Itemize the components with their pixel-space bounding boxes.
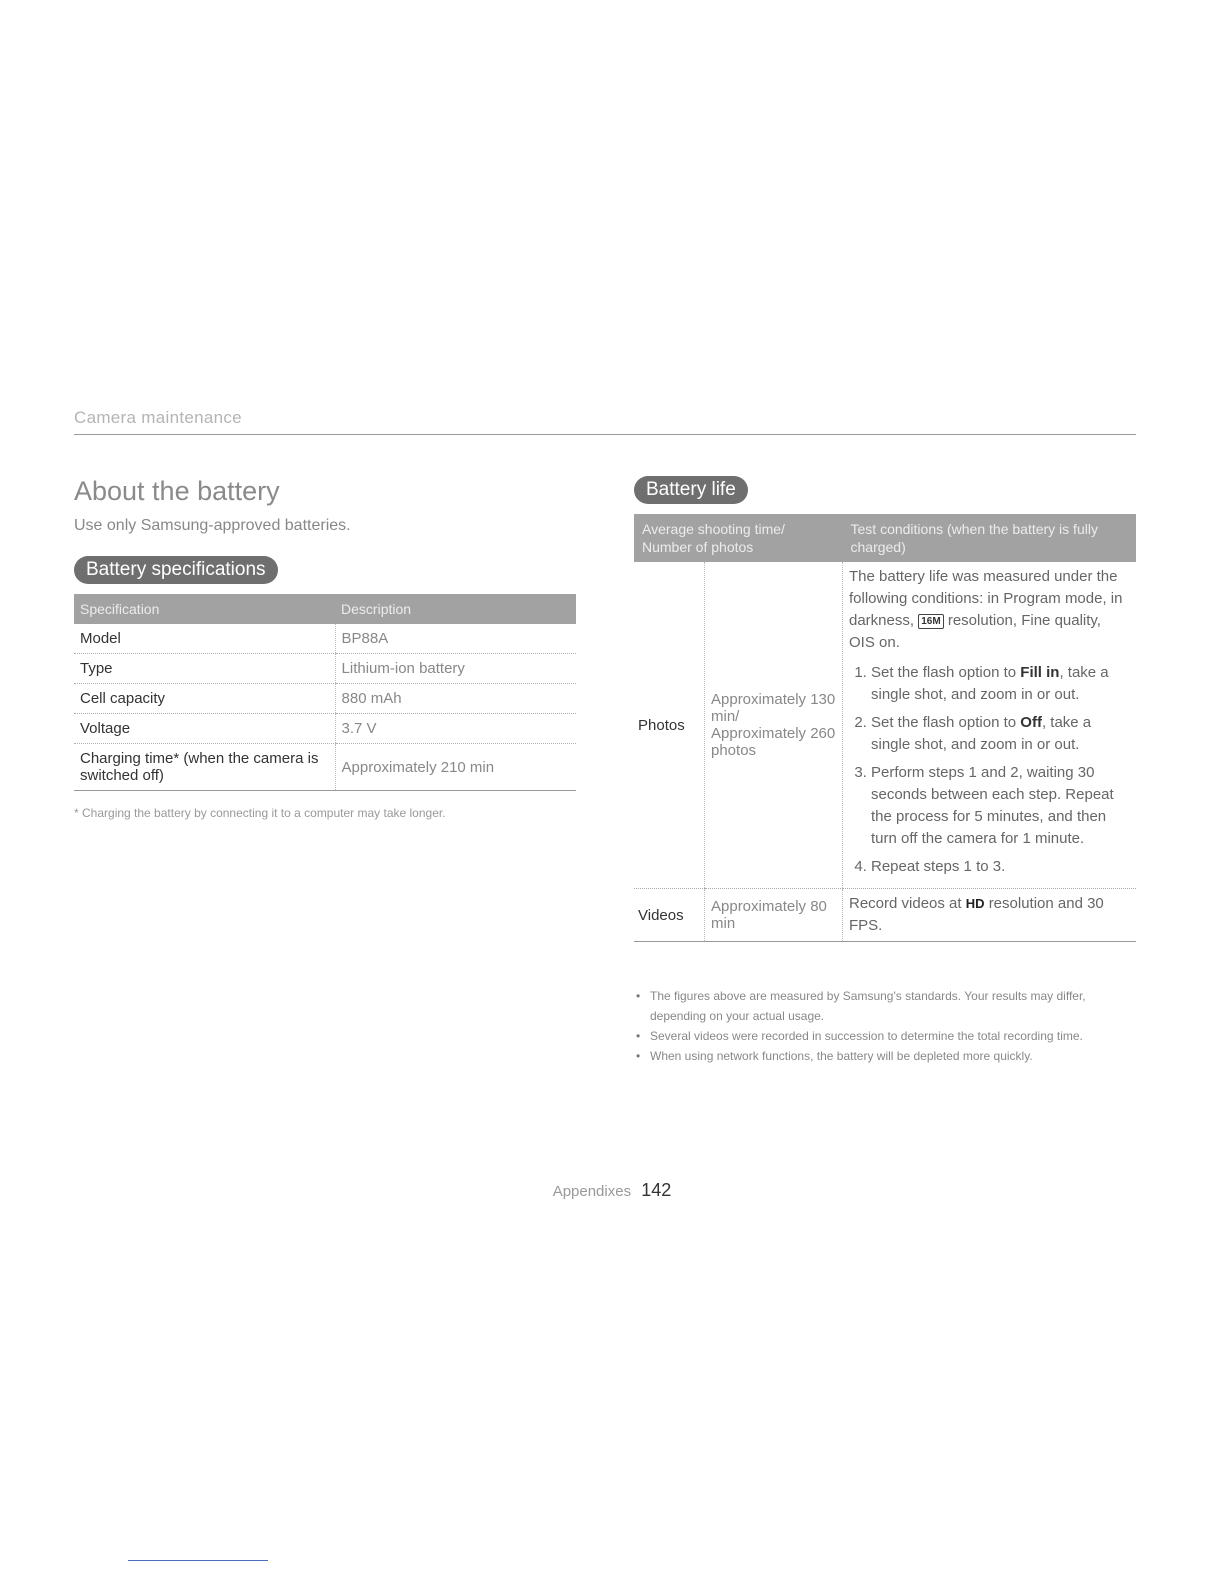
- table-row: [74, 744, 576, 791]
- videos-conditions: Record videos at HD resolution and 30 FPS.: [843, 889, 1137, 942]
- spec-name: Type: [74, 654, 335, 684]
- footer-section: Appendixes: [552, 1183, 632, 1200]
- life-header-conditions: Test conditions (when the battery is fully charged): [843, 514, 1137, 562]
- spec-name: Voltage: [74, 714, 335, 744]
- charging-footnote: * Charging the battery by connecting it to a computer may take longer.: [74, 806, 446, 820]
- battery-life-heading: Battery life: [634, 476, 748, 504]
- spec-value: 880 mAh: [335, 684, 576, 714]
- videos-value: Approximately 80 min: [705, 889, 843, 942]
- spec-value: Lithium-ion battery: [335, 654, 576, 684]
- spec-header-description: Description: [335, 594, 576, 624]
- table-row: [74, 654, 576, 684]
- list-item: 2. Set the flash option to Off, take a single shot, and zoom in or out.: [871, 712, 1130, 756]
- spec-value: 3.7 V: [335, 714, 576, 744]
- photos-value: Approximately 130 min/ Approximately 260 photos: [705, 562, 843, 889]
- table-row-photos: [634, 562, 1136, 889]
- list-item: 4. Repeat steps 1 to 3.: [871, 856, 1130, 878]
- photos-label: Photos: [634, 562, 705, 889]
- list-item: • When using network functions, the battery will be depleted more quickly.: [634, 1046, 1136, 1066]
- test-steps: [849, 662, 1130, 878]
- battery-specifications-heading: Battery specifications: [74, 556, 278, 584]
- page-title: About the battery: [74, 476, 280, 506]
- list-item: 1. Set the flash option to Fill in, take a single shot, and zoom in or out.: [871, 662, 1130, 706]
- battery-notes: [634, 986, 1136, 1066]
- page-number: 142: [641, 1180, 672, 1200]
- battery-life-table: [634, 514, 1136, 942]
- list-item: 3. Perform steps 1 and 2, waiting 30 seconds between each step. Repeat the process for 5 minutes, and then turn off the camera for 1 minute.: [871, 762, 1130, 850]
- photos-intro: The battery life was measured under the following conditions: in Program mode, in darkness, 16M resolution, Fine quality, OIS on.: [849, 568, 1123, 651]
- page-footer: [0, 1180, 1224, 1201]
- page-subtitle: Use only Samsung-approved batteries.: [74, 517, 351, 534]
- table-row: [74, 684, 576, 714]
- table-row-videos: [634, 889, 1136, 942]
- battery-spec-section: [74, 476, 576, 820]
- spec-name: Model: [74, 624, 335, 654]
- battery-spec-table: [74, 594, 576, 791]
- divider: [128, 1560, 268, 1561]
- page-header: [74, 408, 1136, 435]
- videos-label: Videos: [634, 889, 705, 942]
- list-item: • The figures above are measured by Samsung's standards. Your results may differ, depending on your actual usage.: [634, 986, 1136, 1026]
- photos-conditions: [843, 562, 1137, 889]
- list-item: • Several videos were recorded in succession to determine the total recording time.: [634, 1026, 1136, 1046]
- life-header-average: Average shooting time/ Number of photos: [634, 514, 843, 562]
- spec-value: BP88A: [335, 624, 576, 654]
- spec-header-specification: Specification: [74, 594, 335, 624]
- hd-resolution-icon: HD: [965, 896, 985, 911]
- table-row: [74, 624, 576, 654]
- spec-name: Charging time* (when the camera is switched off): [74, 744, 335, 791]
- spec-value: Approximately 210 min: [335, 744, 576, 791]
- table-row: [74, 714, 576, 744]
- resolution-16m-icon: 16M: [918, 614, 943, 629]
- section-title: Camera maintenance: [74, 408, 242, 427]
- spec-name: Cell capacity: [74, 684, 335, 714]
